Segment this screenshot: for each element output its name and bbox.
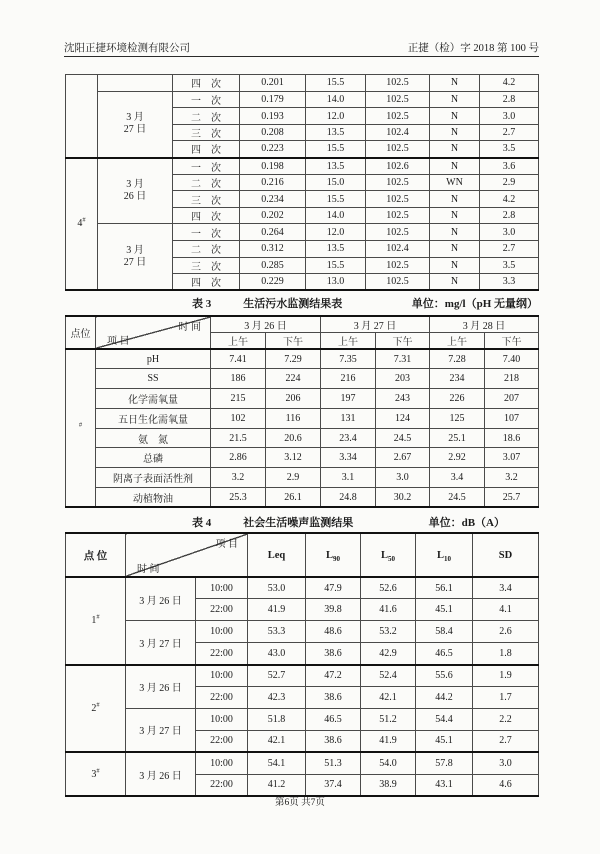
value-cell: 4.6	[473, 774, 539, 796]
document-number: 正捷（检）字 2018 第 100 号	[407, 43, 539, 54]
value-cell: 0.285	[240, 257, 306, 274]
item-cell: pH	[96, 349, 211, 369]
diagonal-header-cell	[126, 533, 248, 577]
point-superscript: #	[82, 217, 86, 225]
time-cell: 10:00	[196, 752, 248, 774]
value-cell: 42.1	[361, 686, 416, 708]
value-cell: 197	[321, 389, 376, 409]
value-cell: 13.5	[306, 158, 366, 175]
value-cell: 15.5	[306, 75, 366, 92]
table-row	[66, 577, 539, 599]
value-cell: 3.5	[480, 257, 539, 274]
value-cell: 15.5	[306, 191, 366, 208]
value-cell: 0.264	[240, 224, 306, 241]
table4-unit: 单位：dB（A）	[428, 517, 505, 529]
value-cell: 0.234	[240, 191, 306, 208]
time-cell: 22:00	[196, 599, 248, 621]
date-cell: 3 月 27 日	[126, 708, 196, 752]
value-cell: 3.5	[480, 141, 539, 158]
value-cell: 0.202	[240, 207, 306, 224]
value-cell: 24.8	[321, 488, 376, 508]
table3-unit: 单位：mg/l（pH 无量纲）	[411, 298, 538, 310]
item-cell: 阴离子表面活性剂	[96, 468, 211, 488]
value-cell: 216	[321, 369, 376, 389]
value-cell: 41.6	[361, 599, 416, 621]
value-cell: 20.6	[266, 428, 321, 448]
table-row	[66, 408, 539, 428]
point-cell	[66, 752, 126, 796]
point-superscript: #	[96, 767, 100, 775]
wastewater-table-body	[66, 349, 539, 507]
value-cell: 30.2	[376, 488, 430, 508]
table-row	[66, 389, 539, 409]
value-cell: 206	[266, 389, 321, 409]
time-axis-label: 时 间	[137, 564, 160, 575]
value-cell: 3.0	[376, 468, 430, 488]
value-cell: 12.0	[306, 108, 366, 125]
sequence-cell: 一 次	[173, 158, 240, 175]
value-cell: WN	[430, 174, 480, 191]
value-cell: 54.1	[248, 752, 306, 774]
value-cell: N	[430, 108, 480, 125]
value-cell: 26.1	[266, 488, 321, 508]
value-cell: 102	[211, 408, 266, 428]
value-cell: 38.6	[306, 730, 361, 752]
value-cell: N	[430, 224, 480, 241]
value-cell: 2.8	[480, 207, 539, 224]
value-cell: 56.1	[416, 577, 473, 599]
time-cell: 10:00	[196, 577, 248, 599]
value-cell: 24.5	[376, 428, 430, 448]
value-cell: 0.223	[240, 141, 306, 158]
sequence-cell: 三 次	[173, 124, 240, 141]
value-cell: 116	[266, 408, 321, 428]
value-cell: N	[430, 158, 480, 175]
pm-header: 下午	[266, 333, 321, 350]
item-cell: 化学需氧量	[96, 389, 211, 409]
value-cell: 38.6	[306, 686, 361, 708]
sequence-cell: 四 次	[173, 141, 240, 158]
noise-results-table	[65, 532, 539, 797]
am-header: 上午	[211, 333, 266, 350]
value-cell: 52.4	[361, 665, 416, 687]
table-row	[66, 468, 539, 488]
value-cell: 102.5	[366, 257, 430, 274]
date-cell: 3 月 27 日	[98, 91, 173, 157]
sequence-cell: 三 次	[173, 191, 240, 208]
value-cell: 203	[376, 369, 430, 389]
am-header: 上午	[321, 333, 376, 350]
value-cell: 52.6	[361, 577, 416, 599]
time-cell: 22:00	[196, 686, 248, 708]
pm-header: 下午	[485, 333, 539, 350]
date-header: 3 月 26 日	[211, 316, 321, 333]
value-cell: 3.2	[485, 468, 539, 488]
value-cell: 0.312	[240, 241, 306, 258]
value-cell: N	[430, 257, 480, 274]
date-cell: 3 月 26 日	[98, 158, 173, 224]
value-cell: 44.2	[416, 686, 473, 708]
value-cell: 53.3	[248, 621, 306, 643]
company-name: 沈阳正捷环境检测有限公司	[64, 43, 190, 54]
value-cell: 3.0	[480, 108, 539, 125]
date-cell: 3 月 26 日	[126, 577, 196, 621]
value-cell: 207	[485, 389, 539, 409]
value-cell: 15.5	[306, 141, 366, 158]
value-cell: N	[430, 141, 480, 158]
value-cell: 15.5	[306, 257, 366, 274]
value-cell: 13.5	[306, 124, 366, 141]
date-header: 3 月 28 日	[430, 316, 539, 333]
sequence-cell: 四 次	[173, 207, 240, 224]
value-cell: 102.4	[366, 124, 430, 141]
value-cell: 102.6	[366, 158, 430, 175]
value-cell: 7.28	[430, 349, 485, 369]
page-number: 第6页 共7页	[275, 798, 325, 808]
value-cell: 14.0	[306, 91, 366, 108]
value-cell: 47.2	[306, 665, 361, 687]
point-label: 2	[91, 702, 97, 714]
diagonal-header-cell	[96, 316, 211, 349]
value-cell: N	[430, 274, 480, 291]
value-cell: 42.9	[361, 643, 416, 665]
time-cell: 10:00	[196, 708, 248, 730]
value-cell: 224	[266, 369, 321, 389]
value-cell: 3.34	[321, 448, 376, 468]
value-cell: 51.3	[306, 752, 361, 774]
table3-caption	[65, 295, 538, 311]
point-superscript: #	[96, 613, 100, 621]
value-cell: 57.8	[416, 752, 473, 774]
time-axis-label: 时 间	[178, 322, 201, 333]
value-cell: 3.0	[473, 752, 539, 774]
value-cell: 218	[485, 369, 539, 389]
value-cell: 0.193	[240, 108, 306, 125]
value-cell: 215	[211, 389, 266, 409]
value-cell: 7.31	[376, 349, 430, 369]
value-cell: 13.5	[306, 241, 366, 258]
value-cell: 243	[376, 389, 430, 409]
value-cell: 7.35	[321, 349, 376, 369]
value-cell: 42.3	[248, 686, 306, 708]
value-cell: 2.2	[473, 708, 539, 730]
value-cell: 7.41	[211, 349, 266, 369]
value-cell: 2.7	[473, 730, 539, 752]
value-cell: 41.9	[361, 730, 416, 752]
value-cell: 107	[485, 408, 539, 428]
sequence-cell: 一 次	[173, 91, 240, 108]
value-cell: 0.229	[240, 274, 306, 291]
table3-label: 表 3	[192, 298, 212, 310]
table-row	[66, 488, 539, 508]
date-cell: 3 月 26 日	[126, 752, 196, 796]
value-cell: 4.2	[480, 191, 539, 208]
value-cell: 102.5	[366, 75, 430, 92]
point-superscript: #	[96, 701, 100, 709]
value-cell: 2.7	[480, 124, 539, 141]
sd-column-header: SD	[473, 533, 539, 577]
pm-header: 下午	[376, 333, 430, 350]
monitoring-table-continued	[65, 74, 539, 291]
l90-column-header: $L_{90}$	[306, 533, 361, 577]
value-cell: 4.2	[480, 75, 539, 92]
wastewater-results-table	[65, 315, 539, 508]
value-cell: 3.12	[266, 448, 321, 468]
value-cell: 102.5	[366, 108, 430, 125]
value-cell: 2.8	[480, 91, 539, 108]
value-cell: 3.2	[211, 468, 266, 488]
value-cell: 102.5	[366, 141, 430, 158]
value-cell: N	[430, 191, 480, 208]
value-cell: 46.5	[416, 643, 473, 665]
value-cell: 124	[376, 408, 430, 428]
value-cell: 25.7	[485, 488, 539, 508]
noise-table-body	[66, 577, 539, 796]
value-cell: 52.7	[248, 665, 306, 687]
value-cell: 2.86	[211, 448, 266, 468]
table-row	[66, 428, 539, 448]
value-cell: 131	[321, 408, 376, 428]
table-row	[66, 448, 539, 468]
value-cell: 21.5	[211, 428, 266, 448]
date-cell: 3 月 26 日	[126, 665, 196, 709]
value-cell: 0.198	[240, 158, 306, 175]
time-cell: 10:00	[196, 665, 248, 687]
item-cell: 总磷	[96, 448, 211, 468]
sequence-cell: 四 次	[173, 274, 240, 291]
value-cell: 46.5	[306, 708, 361, 730]
point-cell	[66, 75, 98, 158]
value-cell: 102.5	[366, 207, 430, 224]
value-cell: 234	[430, 369, 485, 389]
value-cell: 39.8	[306, 599, 361, 621]
table-row	[66, 75, 539, 92]
value-cell: 58.4	[416, 621, 473, 643]
value-cell: 54.0	[361, 752, 416, 774]
table-row	[66, 665, 539, 687]
item-cell: 氨 氮	[96, 428, 211, 448]
value-cell: 7.40	[485, 349, 539, 369]
value-cell: N	[430, 91, 480, 108]
point-cell	[66, 158, 98, 291]
value-cell: 24.5	[430, 488, 485, 508]
value-cell: 2.6	[473, 621, 539, 643]
wastewater-table-header	[66, 316, 539, 349]
value-cell: 1.8	[473, 643, 539, 665]
value-cell: N	[430, 207, 480, 224]
value-cell: 38.6	[306, 643, 361, 665]
value-cell: 55.6	[416, 665, 473, 687]
value-cell: 0.201	[240, 75, 306, 92]
value-cell: 3.4	[473, 577, 539, 599]
time-cell: 10:00	[196, 621, 248, 643]
sequence-cell: 一 次	[173, 224, 240, 241]
value-cell: 41.9	[248, 599, 306, 621]
sequence-cell: 四 次	[173, 75, 240, 92]
point-column-header: 点 位	[66, 533, 126, 577]
l50-column-header: $L_{50}$	[361, 533, 416, 577]
table4-title: 社会生活噪声监测结果	[243, 517, 354, 529]
sequence-cell: 二 次	[173, 108, 240, 125]
date-cell: 3 月 27 日	[98, 224, 173, 290]
point-label: 3	[91, 768, 97, 780]
value-cell: 102.5	[366, 91, 430, 108]
value-cell: 102.5	[366, 174, 430, 191]
item-axis-label: 项 目	[107, 336, 130, 347]
point-column-header: 点位	[66, 316, 96, 349]
value-cell: 3.0	[480, 224, 539, 241]
value-cell: 3.3	[480, 274, 539, 291]
value-cell: 0.216	[240, 174, 306, 191]
time-cell: 22:00	[196, 730, 248, 752]
value-cell: 226	[430, 389, 485, 409]
value-cell: 18.6	[485, 428, 539, 448]
value-cell: 51.2	[361, 708, 416, 730]
value-cell: N	[430, 241, 480, 258]
value-cell: 7.29	[266, 349, 321, 369]
value-cell: 2.7	[480, 241, 539, 258]
value-cell: 1.9	[473, 665, 539, 687]
value-cell: 4.1	[473, 599, 539, 621]
date-cell: 3 月 27 日	[126, 621, 196, 665]
noise-table-header	[66, 533, 539, 577]
leq-column-header: Leq	[248, 533, 306, 577]
point-cell	[66, 349, 96, 507]
point-cell	[66, 665, 126, 753]
value-cell: 12.0	[306, 224, 366, 241]
value-cell: 51.8	[248, 708, 306, 730]
value-cell: 45.1	[416, 599, 473, 621]
value-cell: 38.9	[361, 774, 416, 796]
value-cell: 102.5	[366, 274, 430, 291]
value-cell: 102.4	[366, 241, 430, 258]
value-cell: 15.0	[306, 174, 366, 191]
value-cell: 25.1	[430, 428, 485, 448]
date-cell	[98, 75, 173, 92]
date-header: 3 月 27 日	[321, 316, 430, 333]
value-cell: 2.9	[266, 468, 321, 488]
value-cell: 2.92	[430, 448, 485, 468]
table-row	[66, 708, 539, 730]
time-cell: 22:00	[196, 774, 248, 796]
value-cell: 0.208	[240, 124, 306, 141]
item-cell: 五日生化需氧量	[96, 408, 211, 428]
table-row	[66, 158, 539, 175]
value-cell: 48.6	[306, 621, 361, 643]
value-cell: 53.0	[248, 577, 306, 599]
value-cell: 3.1	[321, 468, 376, 488]
value-cell: 23.4	[321, 428, 376, 448]
sequence-cell: 二 次	[173, 241, 240, 258]
value-cell: 41.2	[248, 774, 306, 796]
value-cell: 2.67	[376, 448, 430, 468]
value-cell: 43.1	[416, 774, 473, 796]
document-header	[64, 40, 539, 57]
sequence-cell: 二 次	[173, 174, 240, 191]
item-axis-label: 项 目	[215, 539, 238, 550]
table-row	[66, 224, 539, 241]
value-cell: 125	[430, 408, 485, 428]
item-cell: SS	[96, 369, 211, 389]
time-cell: 22:00	[196, 643, 248, 665]
point-label: 4	[77, 218, 83, 230]
table-row	[66, 91, 539, 108]
value-cell: 37.4	[306, 774, 361, 796]
value-cell: 0.179	[240, 91, 306, 108]
sequence-cell: 三 次	[173, 257, 240, 274]
table4-label: 表 4	[192, 517, 212, 529]
item-cell: 动植物油	[96, 488, 211, 508]
value-cell: 3.07	[485, 448, 539, 468]
value-cell: 42.1	[248, 730, 306, 752]
point-cell	[66, 577, 126, 665]
monitoring-table-body	[66, 75, 539, 291]
value-cell: 45.1	[416, 730, 473, 752]
value-cell: 54.4	[416, 708, 473, 730]
am-header: 上午	[430, 333, 485, 350]
value-cell: 186	[211, 369, 266, 389]
table3-title: 生活污水监测结果表	[243, 298, 343, 310]
table-row	[66, 369, 539, 389]
table4-caption	[65, 514, 538, 530]
value-cell: 14.0	[306, 207, 366, 224]
point-label: 1	[91, 615, 97, 627]
value-cell: 43.0	[248, 643, 306, 665]
value-cell: 53.2	[361, 621, 416, 643]
value-cell: 25.3	[211, 488, 266, 508]
table-row	[66, 621, 539, 643]
table-row	[66, 752, 539, 774]
value-cell: 47.9	[306, 577, 361, 599]
value-cell: 102.5	[366, 224, 430, 241]
value-cell: 13.0	[306, 274, 366, 291]
value-cell: N	[430, 124, 480, 141]
value-cell: 3.6	[480, 158, 539, 175]
value-cell: N	[430, 75, 480, 92]
point-superscript: #	[78, 421, 83, 429]
value-cell: 1.7	[473, 686, 539, 708]
table-row	[66, 349, 539, 369]
l10-column-header: $L_{10}$	[416, 533, 473, 577]
value-cell: 2.9	[480, 174, 539, 191]
value-cell: 3.4	[430, 468, 485, 488]
value-cell: 102.5	[366, 191, 430, 208]
